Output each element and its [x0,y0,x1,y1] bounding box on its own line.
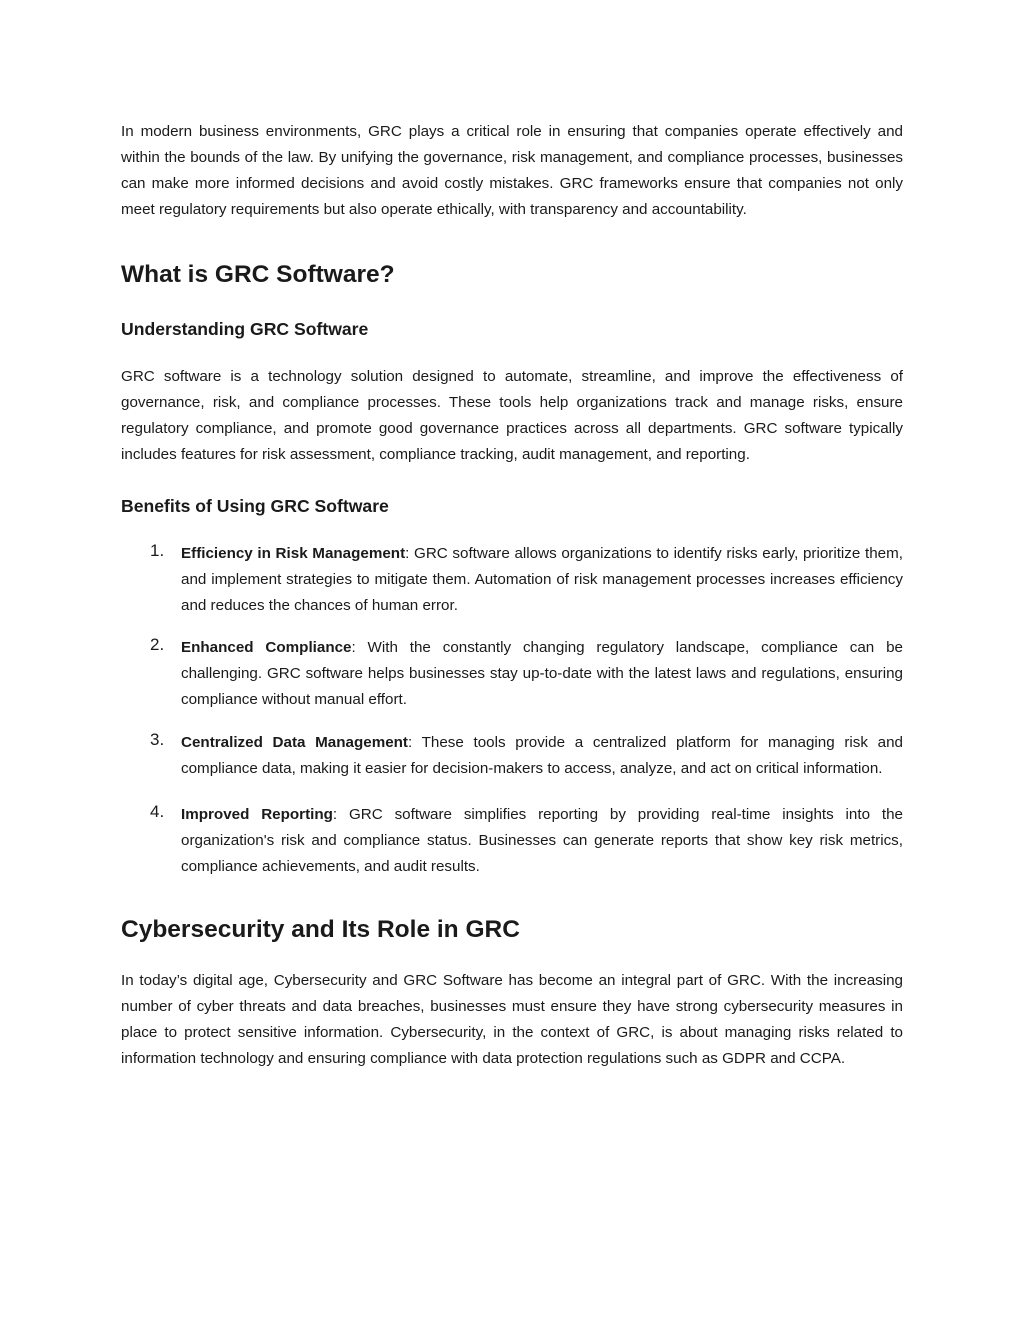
list-item-number: 3. [150,730,165,749]
list-item-term: Efficiency in Risk Management [181,545,406,562]
list-item-number: 1. [150,541,165,560]
heading-cybersecurity: Cybersecurity and Its Role in GRC [121,916,520,943]
subheading-benefits: Benefits of Using GRC Software [121,496,389,516]
cybersecurity-paragraph: In today’s digital age, Cybersecurity and GRC Software has become an integral part of GRC. With the increasing number of cyber threats and data breaches, businesses must ensure they have strong cybersecurity measures in place to protect sensitive information. Cybersecurity, in the context of GRC, is about managing risks related to information technology and ensuring compliance with data protection regulations such as GDPR and CCPA. [121,972,903,1067]
benefits-list [121,541,903,880]
subheading-understanding-grc-software: Understanding GRC Software [121,319,369,339]
list-item [121,635,903,713]
understanding-paragraph: GRC software is a technology solution designed to automate, streamline, and improve the effectiveness of governance, risk, and compliance processes. These tools help organizations track and manage risks, ensure regulatory compliance, and promote good governance practices across all departments. GRC software typically includes features for risk assessment, compliance tracking, audit management, and reporting. [121,368,903,463]
list-item-term: Improved Reporting [181,806,333,823]
document-content [121,119,903,1072]
list-item-term: Enhanced Compliance [181,639,352,656]
intro-paragraph: In modern business environments, GRC plays a critical role in ensuring that companies operate effectively and within the bounds of the law. By unifying the governance, risk management, and compliance processes, businesses can make more informed decisions and avoid costly mistakes. GRC frameworks ensure that companies not only meet regulatory requirements but also operate ethically, with transparency and accountability. [121,123,903,218]
list-item-text: : GRC software allows organizations to identify risks early, prioritize them, and implement strategies to mitigate them. Automation of risk management processes increases efficiency and reduces the chances of human error. [181,545,903,614]
list-item-number: 2. [150,635,165,654]
list-item-text: : These tools provide a centralized platform for managing risk and compliance data, making it easier for decision-makers to access, analyze, and act on critical information. [181,734,903,777]
list-item-term: Centralized Data Management [181,734,408,751]
list-item [121,802,903,880]
list-item-number: 4. [150,802,165,821]
heading-what-is-grc-software: What is GRC Software? [121,261,395,288]
list-item-text: : GRC software simplifies reporting by providing real-time insights into the organization's risk and compliance status. Businesses can generate reports that show key risk metrics, compliance achievements, and audit results. [181,806,903,875]
list-item [121,541,903,619]
list-item [121,730,903,782]
list-item-text: : With the constantly changing regulatory landscape, compliance can be challenging. GRC software helps businesses stay up-to-date with the latest laws and regulations, ensuring compliance without manual effort. [181,639,903,708]
